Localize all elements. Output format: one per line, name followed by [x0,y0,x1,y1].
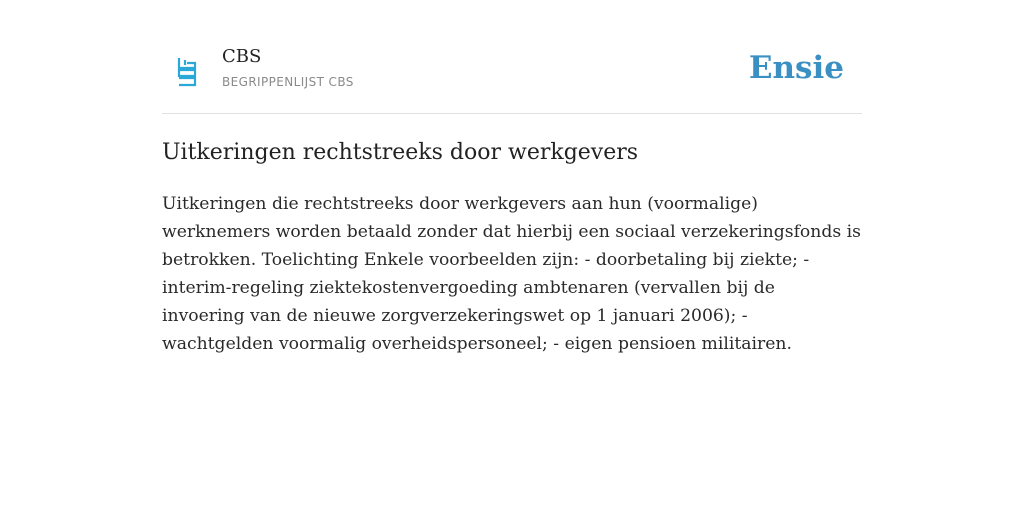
brand-logo[interactable]: Ensie [748,50,844,86]
term-title: Uitkeringen rechtstreeks door werkgevers [162,140,639,165]
org-name[interactable]: CBS [222,46,262,67]
term-card [162,0,862,354]
term-definition: Uitkeringen die rechtstreeks door werkgevers aan hun (voormalige) werknemers worden betaald zonder dat hierbij een sociaal verzekeringsfonds is betrokken. Toelichting Enkele voorbeelden zijn: - doorbetaling bij ziekte; - interim-regeling ziektekostenvergoeding ambtenaren (vervallen bij de invoering van de nieuwe zorgverzekeringswet op 1 januari 2006); - wachtgelden voormalig overheidspersoneel; - eigen pensioen militairen. [162,194,861,354]
header [162,0,862,114]
cbs-logo-icon [176,56,198,88]
org-subtitle[interactable]: BEGRIPPENLIJST CBS [222,75,354,89]
